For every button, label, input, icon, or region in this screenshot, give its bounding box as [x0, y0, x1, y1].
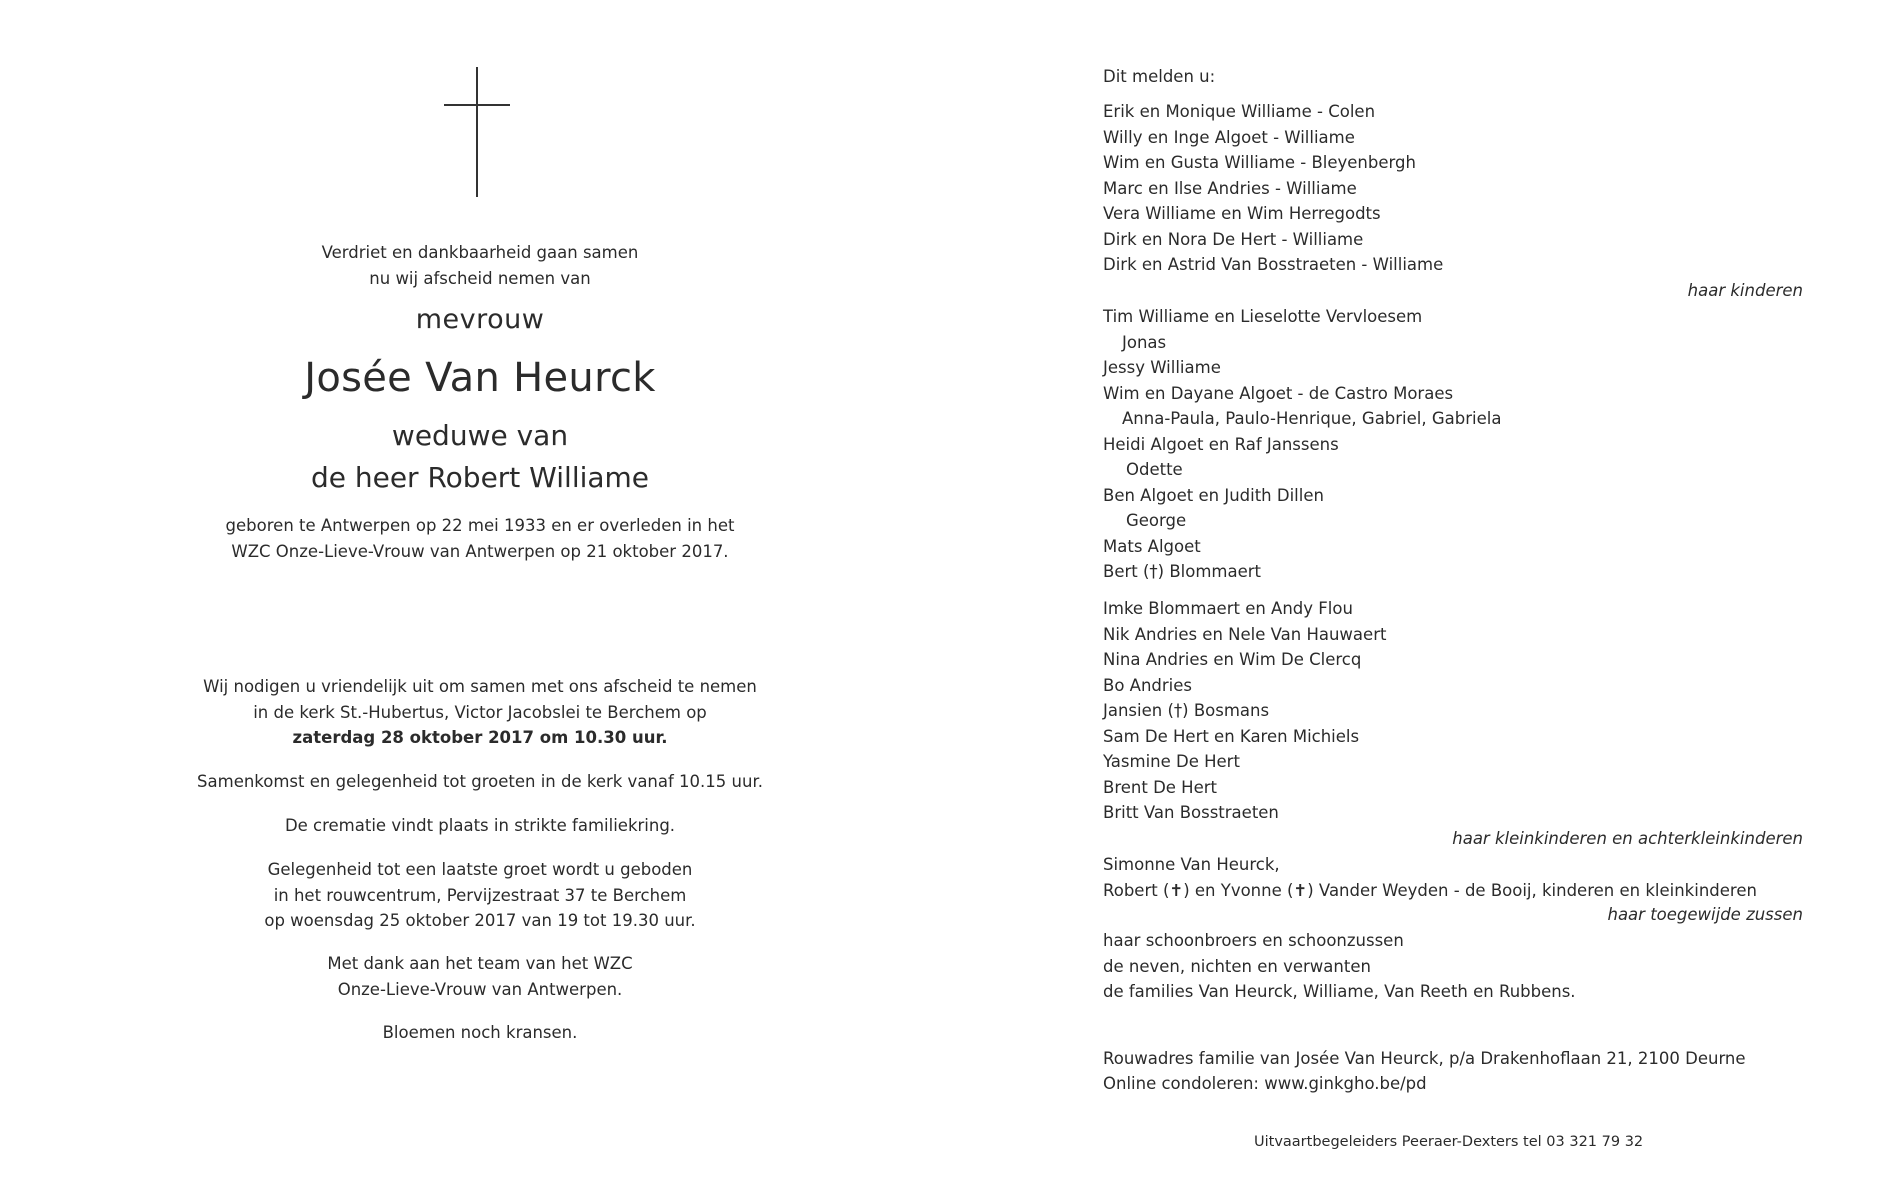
list-item: Jessy Williame	[1103, 358, 1221, 377]
list-item: Marc en Ilse Andries - Williame	[1103, 178, 1357, 198]
list-item: Nik Andries en Nele Van Hauwaert	[1103, 624, 1387, 644]
thanks-text: Met dank aan het team van het WZC Onze-Lieve-Vrouw van Antwerpen.	[327, 954, 633, 999]
cremation-text: De crematie vindt plaats in strikte familiekring.	[284, 816, 676, 835]
farewell-visit-text: Gelegenheid tot een laatste groet wordt u geboden in het rouwcentrum, Pervijzestraat 37 te Berchem op woensdag 25 oktober 2017 van 19 tot 19.30 uur.	[264, 860, 696, 930]
list-item: Jansien (†) Bosmans	[1103, 701, 1270, 720]
cross-icon	[444, 67, 510, 197]
children-label: haar kinderen	[1687, 281, 1803, 300]
list-item: Bo Andries	[1103, 675, 1192, 695]
list-item: Britt Van Bosstraeten	[1103, 803, 1279, 822]
deceased-name: Josée Van Heurck	[304, 355, 656, 401]
grandchildren-label: haar kleinkinderen en achterkleinkinderen	[1452, 829, 1803, 848]
list-item: Dirk en Nora De Hert - Williame	[1103, 229, 1364, 249]
list-item: Tim Williame en Lieselotte Vervloesem	[1103, 307, 1423, 326]
list-item: Brent De Hert	[1103, 777, 1217, 797]
list-item: Mats Algoet	[1103, 536, 1201, 556]
list-item: de neven, nichten en verwanten	[1103, 956, 1371, 976]
list-item: Ben Algoet en Judith Dillen	[1103, 485, 1324, 505]
mourning-address: Rouwadres familie van Josée Van Heurck, p/a Drakenhoflaan 21, 2100 Deurne	[1103, 1049, 1746, 1068]
announce-heading: Dit melden u:	[1103, 67, 1216, 86]
right-page	[1103, 0, 1803, 1177]
list-item: Bert (†) Blommaert	[1103, 562, 1261, 581]
widow-text: weduwe van de heer Robert Williame	[310, 419, 650, 494]
list-item: George	[1126, 511, 1187, 530]
list-item: Dirk en Astrid Van Bosstraeten - Williame	[1103, 255, 1444, 274]
list-item: Willy en Inge Algoet - Williame	[1103, 127, 1355, 147]
ceremony-date: zaterdag 28 oktober 2017 om 10.30 uur.	[292, 728, 668, 747]
list-item: haar schoonbroers en schoonzussen	[1103, 931, 1404, 950]
gathering-text: Samenkomst en gelegenheid tot groeten in de kerk vanaf 10.15 uur.	[197, 772, 763, 791]
list-item: Yasmine De Hert	[1103, 752, 1240, 771]
funeral-director-footer: Uitvaartbegeleiders Peeraer-Dexters tel 03 321 79 32	[1254, 1134, 1644, 1150]
invitation-text: Wij nodigen u vriendelijk uit om samen met ons afscheid te nemen in de kerk St.-Hubertus, Victor Jacobslei te Berchem op zaterdag 28 oktober 2017 om 10.30 uur.	[203, 677, 757, 747]
list-item: Erik en Monique Williame - Colen	[1103, 102, 1376, 121]
list-item: Wim en Dayane Algoet - de Castro Moraes	[1103, 383, 1454, 403]
list-item: Imke Blommaert en Andy Flou	[1103, 599, 1353, 618]
list-item: de families Van Heurck, Williame, Van Reeth en Rubbens.	[1103, 982, 1576, 1001]
list-item: Wim en Gusta Williame - Bleyenbergh	[1103, 153, 1416, 172]
intro-text: Verdriet en dankbaarheid gaan samen nu wij afscheid nemen van	[321, 243, 639, 288]
list-item: Vera Williame en Wim Herregodts	[1103, 204, 1381, 223]
list-item: Sam De Hert en Karen Michiels	[1103, 726, 1360, 746]
list-item: Heidi Algoet en Raf Janssens	[1103, 434, 1339, 454]
online-condolence: Online condoleren: www.ginkgho.be/pd	[1103, 1074, 1427, 1093]
list-item: Jonas	[1122, 332, 1167, 352]
sisters-label: haar toegewijde zussen	[1607, 905, 1803, 924]
list-item: Nina Andries en Wim De Clercq	[1103, 650, 1362, 669]
list-item: Simonne Van Heurck,	[1103, 855, 1280, 874]
birth-death-text: geboren te Antwerpen op 22 mei 1933 en er overleden in het WZC Onze-Lieve-Vrouw van Antwerpen op 21 oktober 2017.	[225, 516, 735, 561]
title-mevrouw: mevrouw	[415, 304, 545, 335]
list-item: Anna-Paula, Paulo-Henrique, Gabriel, Gabriela	[1122, 409, 1502, 428]
list-item: Robert (✝) en Yvonne (✝) Vander Weyden - de Booij, kinderen en kleinkinderen	[1103, 880, 1757, 900]
list-item: Odette	[1126, 460, 1183, 479]
flowers-text: Bloemen noch kransen.	[382, 1023, 578, 1042]
